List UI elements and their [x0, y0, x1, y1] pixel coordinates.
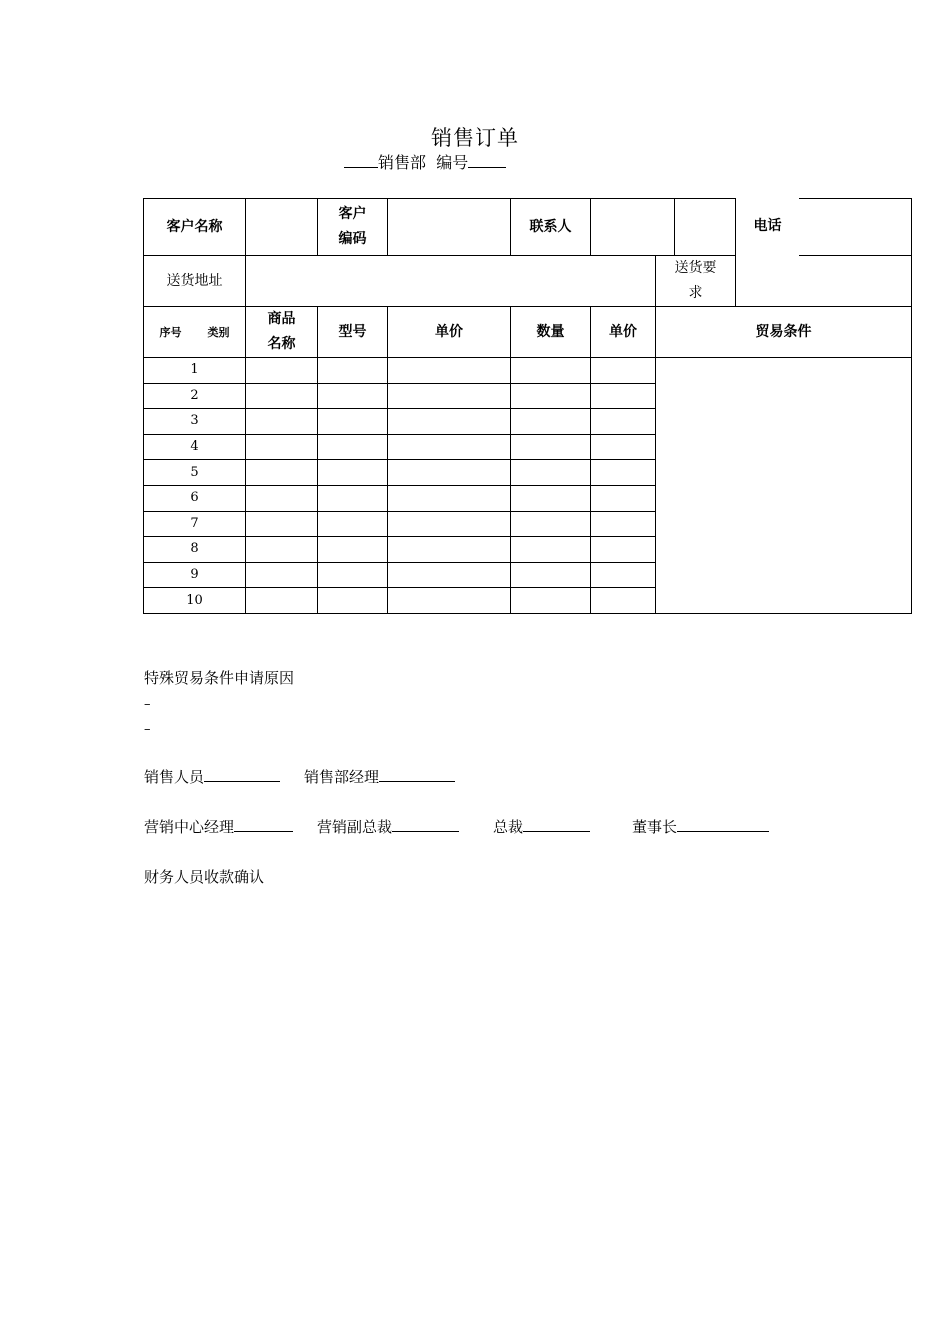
- cell-unit-price[interactable]: [388, 485, 511, 511]
- cell-unit-price[interactable]: [388, 562, 511, 588]
- order-table: [143, 198, 912, 614]
- dash-line-2: –: [144, 722, 151, 737]
- special-reason-label: 特殊贸易条件申请原因: [144, 669, 295, 687]
- cell-unit-price[interactable]: [388, 537, 511, 563]
- contact-label: 联系人: [511, 199, 591, 256]
- cell-unit-price-2[interactable]: [591, 485, 656, 511]
- cell-model[interactable]: [318, 485, 388, 511]
- row-number: 8: [144, 537, 246, 563]
- cell-quantity[interactable]: [511, 562, 591, 588]
- row-number: 2: [144, 383, 246, 409]
- cell-unit-price[interactable]: [388, 383, 511, 409]
- cell-unit-price[interactable]: [388, 588, 511, 614]
- cell-unit-price[interactable]: [388, 434, 511, 460]
- dept-blank[interactable]: [344, 151, 378, 168]
- row-number: 10: [144, 588, 246, 614]
- cell-unit-price-2[interactable]: [591, 537, 656, 563]
- cell-unit-price[interactable]: [388, 511, 511, 537]
- cell-model[interactable]: [318, 434, 388, 460]
- cell-quantity[interactable]: [511, 588, 591, 614]
- sales-person-blank[interactable]: [204, 767, 280, 782]
- customer-code-field[interactable]: [388, 199, 511, 256]
- cell-quantity[interactable]: [511, 511, 591, 537]
- seq-category-header: 序号 类别: [144, 307, 246, 358]
- sales-manager-label: 销售部经理: [304, 768, 380, 786]
- cell-quantity[interactable]: [511, 409, 591, 435]
- column-header-row: [144, 307, 912, 358]
- cell-product[interactable]: [246, 537, 318, 563]
- phone-field[interactable]: [736, 199, 912, 256]
- row-number: 5: [144, 460, 246, 486]
- cell-quantity[interactable]: [511, 537, 591, 563]
- delivery-address-field[interactable]: [246, 256, 656, 307]
- cell-model[interactable]: [318, 588, 388, 614]
- table-row: [144, 358, 912, 384]
- unit-price-header-2: 单价: [591, 307, 656, 358]
- trade-terms-header: 贸易条件: [656, 307, 912, 358]
- row-number: 6: [144, 485, 246, 511]
- marketing-manager-blank[interactable]: [234, 817, 293, 832]
- sales-manager-blank[interactable]: [379, 767, 455, 782]
- cell-unit-price-2[interactable]: [591, 588, 656, 614]
- cell-product[interactable]: [246, 562, 318, 588]
- contact-field[interactable]: [591, 199, 782, 256]
- trade-terms-field[interactable]: [656, 358, 912, 614]
- cell-unit-price[interactable]: [388, 358, 511, 384]
- delivery-address-label: 送货地址: [144, 256, 246, 307]
- subtitle: [344, 150, 506, 173]
- unit-price-header: 单价: [388, 307, 511, 358]
- row-number: 4: [144, 434, 246, 460]
- cell-unit-price-2[interactable]: [591, 562, 656, 588]
- cell-model[interactable]: [318, 358, 388, 384]
- customer-name-field[interactable]: [246, 199, 318, 256]
- cell-unit-price-2[interactable]: [591, 383, 656, 409]
- chairman-blank[interactable]: [677, 817, 769, 832]
- dept-label: 销售部: [378, 153, 427, 172]
- delivery-row: [144, 256, 912, 307]
- number-blank[interactable]: [468, 151, 506, 168]
- signature-line-2: [144, 816, 793, 837]
- document-title: 销售订单: [431, 126, 519, 150]
- cell-model[interactable]: [318, 460, 388, 486]
- customer-name-label: 客户名称: [144, 199, 246, 256]
- cell-model[interactable]: [318, 409, 388, 435]
- customer-info-row: [144, 199, 912, 256]
- cell-unit-price-2[interactable]: [591, 460, 656, 486]
- cell-unit-price-2[interactable]: [591, 434, 656, 460]
- delivery-requirement-label: 送货要 求: [656, 256, 736, 307]
- cell-product[interactable]: [246, 358, 318, 384]
- marketing-manager-label: 营销中心经理: [144, 818, 235, 836]
- quantity-header: 数量: [511, 307, 591, 358]
- phone-label: 电话: [735, 198, 799, 256]
- row-number: 3: [144, 409, 246, 435]
- cell-quantity[interactable]: [511, 383, 591, 409]
- cell-unit-price-2[interactable]: [591, 358, 656, 384]
- finance-confirm-label: 财务人员收款确认: [144, 868, 265, 886]
- cell-product[interactable]: [246, 383, 318, 409]
- customer-code-label: 客户 编码: [318, 199, 388, 256]
- cell-product[interactable]: [246, 409, 318, 435]
- sales-person-label: 销售人员: [144, 768, 205, 786]
- cell-unit-price[interactable]: [388, 409, 511, 435]
- cell-model[interactable]: [318, 537, 388, 563]
- cell-quantity[interactable]: [511, 358, 591, 384]
- cell-product[interactable]: [246, 460, 318, 486]
- product-name-header: 商品 名称: [246, 307, 318, 358]
- cell-quantity[interactable]: [511, 460, 591, 486]
- cell-unit-price-2[interactable]: [591, 409, 656, 435]
- cell-product[interactable]: [246, 511, 318, 537]
- cell-product[interactable]: [246, 588, 318, 614]
- delivery-requirement-field[interactable]: [736, 256, 912, 307]
- number-label: 编号: [436, 153, 469, 172]
- cell-unit-price[interactable]: [388, 460, 511, 486]
- row-number: 1: [144, 358, 246, 384]
- row-number: 9: [144, 562, 246, 588]
- marketing-vp-label: 营销副总裁: [317, 818, 393, 836]
- model-header: 型号: [318, 307, 388, 358]
- cell-unit-price-2[interactable]: [591, 511, 656, 537]
- cell-product[interactable]: [246, 434, 318, 460]
- row-number: 7: [144, 511, 246, 537]
- signature-line-1: [144, 766, 479, 787]
- cell-quantity[interactable]: [511, 434, 591, 460]
- cell-model[interactable]: [318, 511, 388, 537]
- cell-quantity[interactable]: [511, 485, 591, 511]
- marketing-vp-blank[interactable]: [392, 817, 459, 832]
- cell-model[interactable]: [318, 383, 388, 409]
- cell-product[interactable]: [246, 485, 318, 511]
- cell-model[interactable]: [318, 562, 388, 588]
- ceo-blank[interactable]: [523, 817, 590, 832]
- dash-line-1: –: [144, 697, 151, 712]
- chairman-label: 董事长: [632, 818, 678, 836]
- ceo-label: 总裁: [493, 818, 524, 836]
